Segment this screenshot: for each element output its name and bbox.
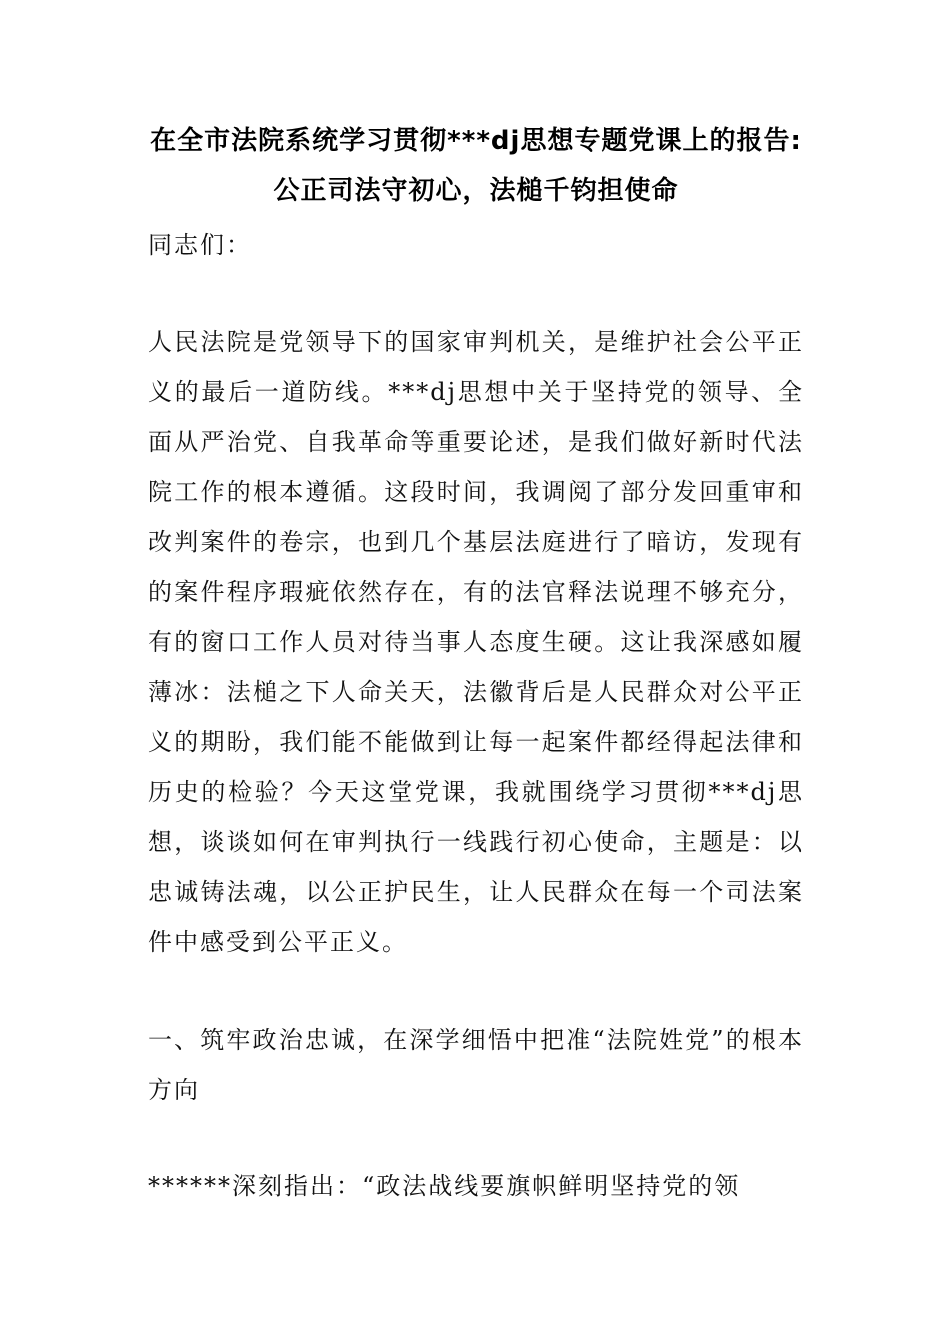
section-paragraph: ******深刻指出：“政法战线要旗帜鲜明坚持党的领 [148,1172,741,1200]
section-heading: 一、筑牢政治忠诚，在深学细悟中把准“法院姓党”的根本方向 [148,1026,804,1104]
document-title: 在全市法院系统学习贯彻***dj思想专题党课上的报告:公正司法守初心，法槌千钧担使命 [150,126,802,206]
salutation: 同志们： [148,231,252,259]
body-paragraph: 人民法院是党领导下的国家审判机关，是维护社会公平正义的最后一道防线。***dj思想中关于坚持党的领导、全面从严治党、自我革命等重要论述，是我们做好新时代法院工作的根本遵循。这段时间，我调阅了部分发回重审和改判案件的卷宗，也到几个基层法庭进行了暗访，发现有的案件程序瑕疵依然存在，有的法官释法说理不够充分，有的窗口工作人员对待当事人态度生硬。这让我深感如履薄冰：法槌之下人命关天，法徽背后是人民群众对公平正义的期盼，我们能不能做到让每一起案件都经得起法律和历史的检验？今天这堂党课，我就围绕学习贯彻***dj思想，谈谈如何在审判执行一线践行初心使命，主题是：以忠诚铸法魂，以公正护民生，让人民群众在每一个司法案件中感受到公平正义。 [148,328,804,956]
